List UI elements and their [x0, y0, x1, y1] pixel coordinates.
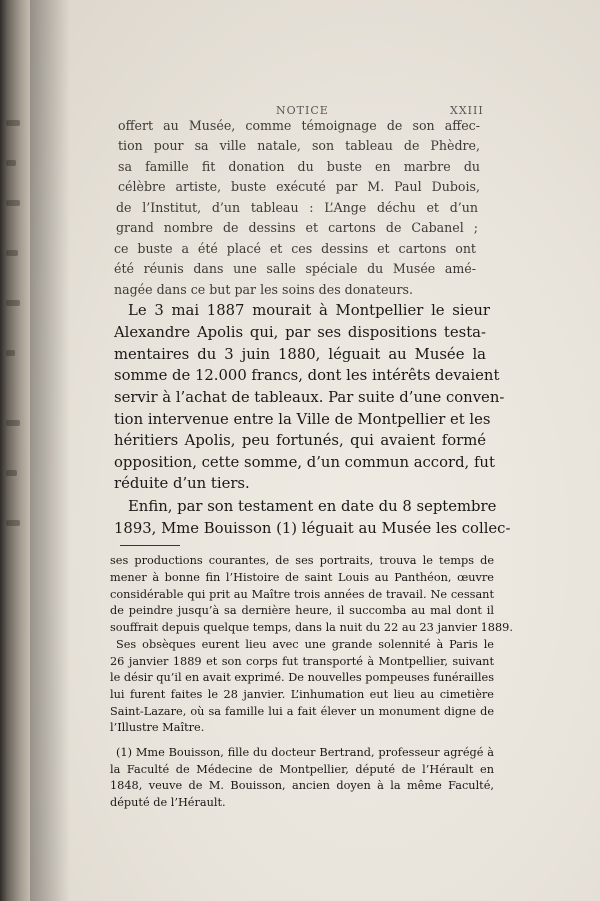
footnote-line: de peindre jusqu’à sa dernière heure, il succomba au mal dont il: [110, 604, 494, 617]
body-line: célèbre artiste, buste exécuté par M. Paul Dubois,: [118, 179, 480, 194]
footnote-line: (1) Mme Bouisson, fille du docteur Bertrand, professeur agrégé à: [116, 746, 494, 759]
body-line: réduite d’un tiers.: [114, 475, 250, 492]
body-line: tion intervenue entre la Ville de Montpellier et les: [114, 411, 491, 428]
footnote-line: le désir qu’il en avait exprimé. De nouvelles pompeuses funérailles: [110, 671, 494, 684]
body-line: grand nombre de dessins et cartons de Cabanel ;: [116, 220, 478, 235]
body-line: Enfin, par son testament en date du 8 septembre: [128, 498, 497, 515]
footnote-line: souffrait depuis quelque temps, dans la nuit du 22 au 23 janvier 1889.: [110, 621, 513, 634]
footnote-line: Ses obsèques eurent lieu avec une grande solennité à Paris le: [116, 638, 494, 651]
footnote-line: ses productions courantes, de ses portraits, trouva le temps de: [110, 554, 494, 567]
footnote-line: lui furent faites le 28 janvier. L’inhumation eut lieu au cimetière: [110, 688, 494, 701]
body-line: offert au Musée, comme témoignage de son affec-: [118, 118, 480, 133]
body-line: Le 3 mai 1887 mourait à Montpellier le sieur: [128, 302, 490, 319]
page-fold-shadow: [30, 0, 70, 901]
body-line: servir à l’achat de tableaux. Par suite d’une conven-: [114, 389, 505, 406]
footnote-line: la Faculté de Médecine de Montpellier, député de l’Hérault en: [110, 763, 494, 776]
adjacent-page-edge: [0, 0, 30, 901]
footnote-separator: [120, 545, 180, 546]
body-line: 1893, Mme Bouisson (1) léguait au Musée les collec-: [114, 520, 511, 537]
body-line: nagée dans ce but par les soins des donateurs.: [114, 282, 414, 297]
body-line: mentaires du 3 juin 1880, léguait au Musée la: [114, 346, 486, 363]
footnote-line: député de l’Hérault.: [110, 796, 226, 809]
footnote-line: 26 janvier 1889 et son corps fut transporté à Montpellier, suivant: [110, 655, 494, 668]
footnote-line: 1848, veuve de M. Bouisson, ancien doyen à la même Faculté,: [110, 779, 494, 792]
body-line: opposition, cette somme, d’un commun accord, fut: [114, 454, 495, 471]
body-line: somme de 12.000 francs, dont les intérêts devaient: [114, 367, 500, 384]
footnote-line: Saint-Lazare, où sa famille lui a fait élever un monument digne de: [110, 705, 494, 718]
footnote-line: l’Illustre Maître.: [110, 721, 205, 734]
body-line: été réunis dans une salle spéciale du Musée amé-: [114, 261, 476, 276]
body-line: ce buste a été placé et ces dessins et cartons ont: [114, 241, 476, 256]
body-line: tion pour sa ville natale, son tableau de Phèdre,: [118, 138, 480, 153]
footnote-line: mener à bonne fin l’Histoire de saint Louis au Panthéon, œuvre: [110, 571, 494, 584]
page-number: XXIII: [450, 104, 484, 117]
running-head: NOTICE: [276, 104, 329, 117]
footnote-line: considérable qui prit au Maître trois années de travail. Ne cessant: [110, 588, 494, 601]
body-line: sa famille fit donation du buste en marbre du: [118, 159, 480, 174]
body-line: Alexandre Apolis qui, par ses dispositions testa-: [114, 324, 486, 341]
body-line: de l’Institut, d’un tableau : L’Ange déchu et d’un: [116, 200, 478, 215]
body-line: héritiers Apolis, peu fortunés, qui avaient formé: [114, 432, 486, 449]
